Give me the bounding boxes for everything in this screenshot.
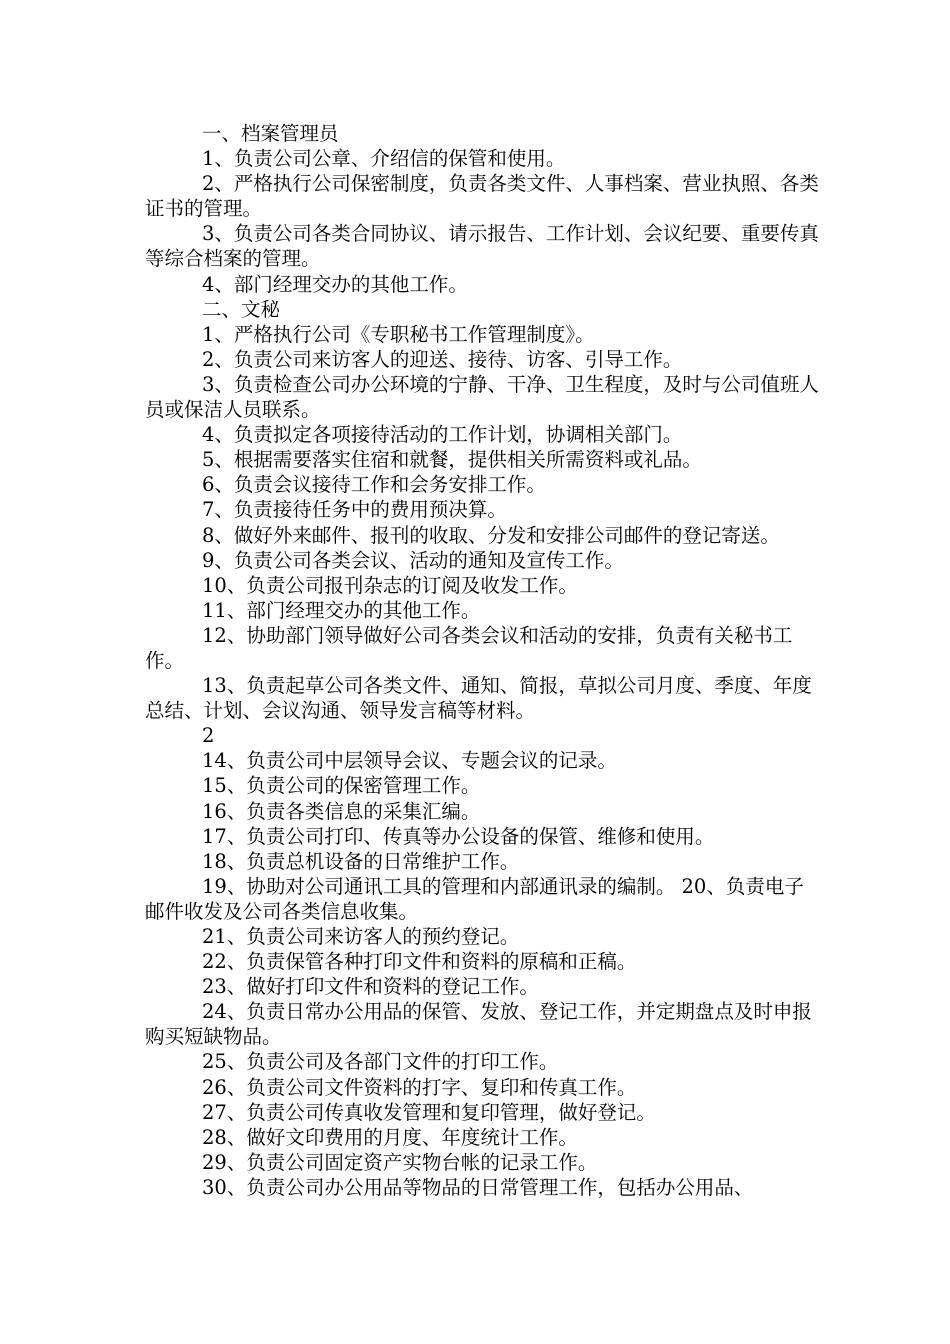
list-item: 4、负责拟定各项接待活动的工作计划，协调相关部门。 [202, 423, 683, 447]
page-number: 2 [202, 724, 215, 748]
list-item: 19、协助对公司通讯工具的管理和内部通讯录的编制。 20、负责电子邮件收发及公司各类信息收集。 [145, 874, 804, 923]
list-item: 17、负责公司打印、传真等办公设备的保管、维修和使用。 [202, 824, 715, 848]
list-item: 7、负责接待任务中的费用预决算。 [202, 498, 507, 522]
list-item: 21、负责公司来访客人的预约登记。 [202, 925, 520, 948]
list-item: 10、负责公司报刊杂志的订阅及收发工作。 [202, 573, 578, 597]
list-item: 6、负责会议接待工作和会务安排工作。 [202, 473, 546, 497]
list-item: 28、做好文印费用的月度、年度统计工作。 [202, 1125, 578, 1149]
list-item: 13、负责起草公司各类文件、通知、简报，草拟公司月度、季度、年度总结、计划、会议沟通、领导发言稿等材料。 [145, 674, 812, 723]
section-heading-archivist: 一、档案管理员 [202, 122, 339, 145]
list-item: 22、负责保管各种打印文件和资料的原稿和正稿。 [202, 950, 637, 974]
list-item: 27、负责公司传真收发管理和复印管理，做好登记。 [202, 1100, 656, 1124]
list-item: 18、负责总机设备的日常维护工作。 [202, 849, 520, 873]
document-page [145, 121, 820, 1200]
list-item: 15、负责公司的保密管理工作。 [202, 774, 481, 798]
list-item: 5、根据需要落实住宿和就餐，提供相关所需资料或礼品。 [202, 448, 702, 472]
list-item: 24、负责日常办公用品的保管、发放、登记工作，并定期盘点及时申报购买短缺物品。 [145, 1000, 812, 1049]
list-item: 14、负责公司中层领导会议、专题会议的记录。 [202, 749, 617, 773]
list-item: 2、负责公司来访客人的迎送、接待、访客、引导工作。 [202, 347, 683, 371]
list-item: 30、负责公司办公用品等物品的日常管理工作，包括办公用品、 [202, 1175, 754, 1199]
section-heading-secretary: 二、文秘 [202, 297, 281, 321]
list-item: 1、严格执行公司《专职秘书工作管理制度》。 [202, 322, 595, 346]
list-item: 11、部门经理交办的其他工作。 [202, 598, 481, 622]
list-item: 3、负责检查公司办公环境的宁静、干净、卫生程度，及时与公司值班人员或保洁人员联系。 [145, 372, 819, 422]
list-item: 25、负责公司及各部门文件的打印工作。 [202, 1050, 559, 1074]
list-item: 9、负责公司各类会议、活动的通知及宣传工作。 [202, 548, 624, 572]
list-item: 1、负责公司公章、介绍信的保管和使用。 [202, 147, 566, 171]
list-item: 4、部门经理交办的其他工作。 [202, 272, 468, 296]
list-item: 16、负责各类信息的采集汇编。 [202, 799, 481, 823]
list-item: 29、负责公司固定资产实物台帐的记录工作。 [202, 1150, 598, 1174]
list-item: 3、负责公司各类合同协议、请示报告、工作计划、会议纪要、重要传真等综合档案的管理。 [145, 222, 819, 271]
list-item: 26、负责公司文件资料的打字、复印和传真工作。 [202, 1075, 637, 1099]
list-item: 12、协助部门领导做好公司各类会议和活动的安排，负责有关秘书工作。 [145, 623, 793, 672]
list-item: 23、做好打印文件和资料的登记工作。 [202, 975, 539, 999]
list-item: 8、做好外来邮件、报刊的收取、分发和安排公司邮件的登记寄送。 [202, 523, 780, 547]
list-item: 2、严格执行公司保密制度，负责各类文件、人事档案、营业执照、各类证书的管理。 [145, 172, 819, 221]
